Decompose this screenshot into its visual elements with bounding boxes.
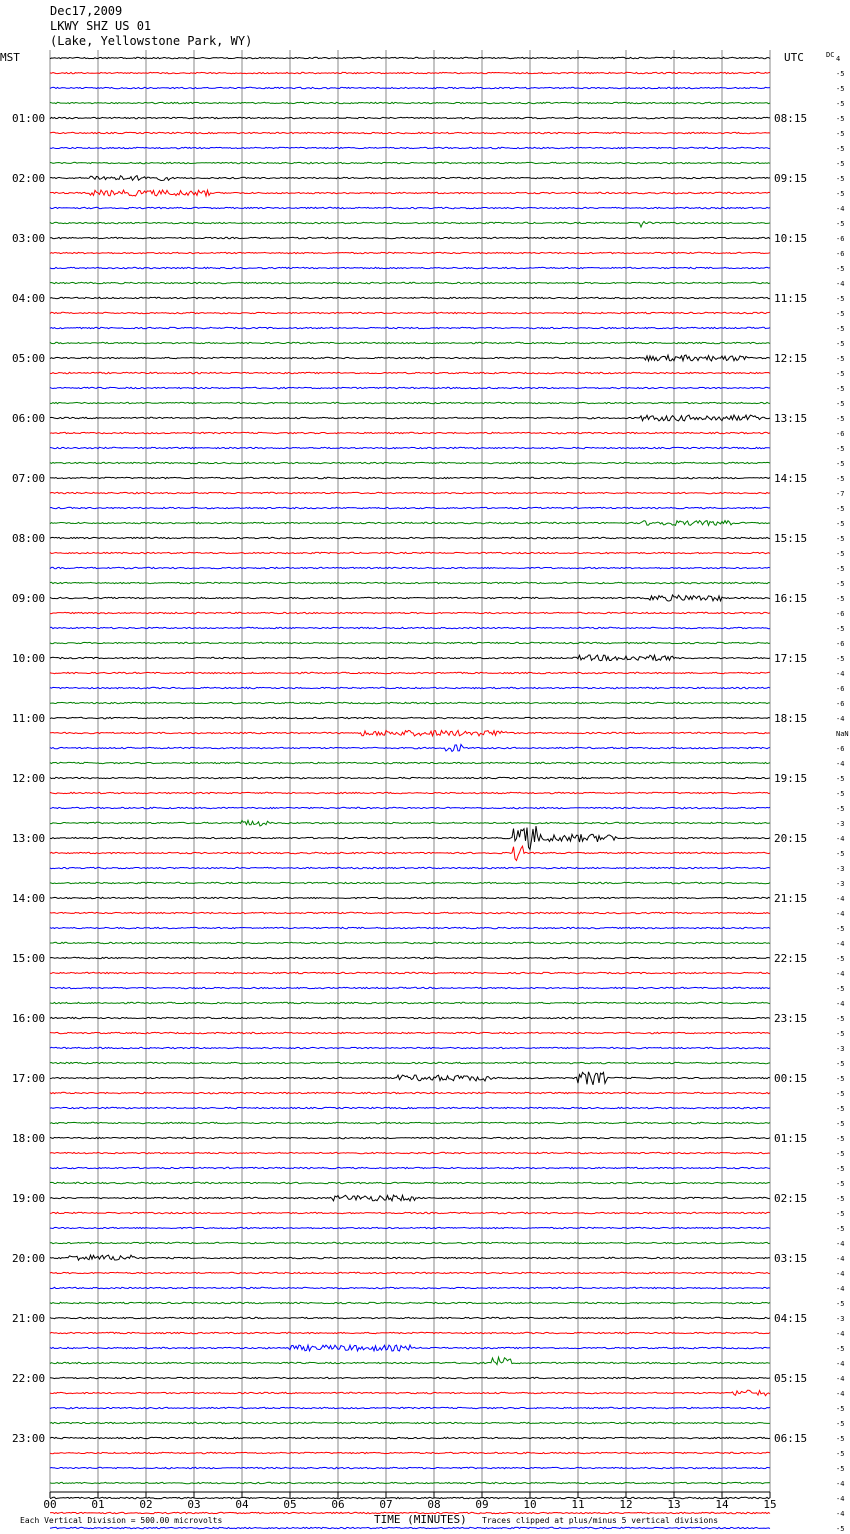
left-hour-label: 14:00 (12, 892, 46, 905)
trace-line (50, 846, 770, 860)
trace-line (50, 1195, 770, 1201)
left-hour-label: 21:00 (12, 1312, 46, 1325)
dc-offset-label: -5 (836, 1345, 845, 1353)
x-tick-label: 03 (187, 1498, 201, 1511)
left-hour-label: 11:00 (12, 712, 46, 725)
trace-line (50, 717, 770, 718)
right-hour-label: 06:15 (774, 1432, 808, 1445)
dc-offset-label: -5 (836, 1120, 845, 1128)
trace-line (50, 297, 770, 298)
x-axis-title: TIME (MINUTES) (374, 1513, 467, 1526)
dc-offset-label: -4 (836, 1285, 845, 1293)
trace-line (50, 1092, 770, 1093)
dc-offset-label: -5 (836, 595, 845, 603)
trace-line (50, 807, 770, 808)
left-hour-label: 19:00 (12, 1192, 46, 1205)
trace-line (50, 1317, 770, 1318)
x-tick-label: 02 (139, 1498, 153, 1511)
left-hour-label: 23:00 (12, 1432, 46, 1445)
x-tick-label: 10 (523, 1498, 537, 1511)
trace-line (50, 642, 770, 643)
dc-offset-label: -5 (836, 1090, 845, 1098)
x-tick-label: 14 (715, 1498, 729, 1511)
right-hour-label: 18:15 (774, 712, 808, 725)
trace-line (50, 190, 770, 196)
trace-line (50, 57, 770, 58)
dc-offset-label: -5 (836, 175, 845, 183)
dc-offset-label: -6 (836, 685, 845, 693)
x-tick-label: 05 (283, 1498, 297, 1511)
left-timezone-label: MST (0, 51, 20, 64)
trace-line (50, 1047, 770, 1048)
dc-offset-label: -5 (836, 1015, 845, 1023)
trace-line (50, 87, 770, 88)
trace-line (50, 117, 770, 118)
dc-offset-label: -5 (836, 190, 845, 198)
x-tick-label: 07 (379, 1498, 393, 1511)
dc-offset-label: -5 (836, 415, 845, 423)
trace-line (50, 1255, 770, 1260)
labels (12, 55, 849, 1534)
trace-line (50, 762, 770, 763)
trace-line (50, 927, 770, 928)
trace-line (50, 1527, 770, 1528)
trace-line (50, 402, 770, 403)
dc-offset-label: -5 (836, 1105, 845, 1113)
right-hour-label: 15:15 (774, 532, 808, 545)
dc-offset-label: -5 (836, 355, 845, 363)
trace-line (50, 957, 770, 958)
dc-label: DC (826, 51, 835, 59)
dc-offset-label: -5 (836, 475, 845, 483)
right-hour-label: 04:15 (774, 1312, 808, 1325)
dc-offset-label: -6 (836, 235, 845, 243)
trace-line (50, 820, 770, 826)
dc-offset-label: -5 (836, 985, 845, 993)
dc-offset-label: -5 (836, 1210, 845, 1218)
dc-offset-label: -5 (836, 655, 845, 663)
chart-date: Dec17,2009 (50, 4, 123, 18)
dc-offset-label: -5 (836, 400, 845, 408)
dc-offset-label: -4 (836, 1480, 845, 1488)
dc-offset-label: -6 (836, 700, 845, 708)
traces (50, 57, 770, 1534)
dc-offset-label: -5 (836, 1075, 845, 1083)
dc-offset-label: -5 (836, 70, 845, 78)
trace-line (50, 477, 770, 478)
dc-offset-label: -6 (836, 430, 845, 438)
trace-line (50, 72, 770, 73)
dc-offset-label: -4 (836, 1360, 845, 1368)
dc-offset-label: -5 (836, 295, 845, 303)
dc-offset-label: -4 (836, 1375, 845, 1383)
trace-line (50, 1452, 770, 1453)
trace-line (50, 267, 770, 268)
dc-offset-label: -6 (836, 745, 845, 753)
trace-line (50, 1407, 770, 1408)
trace-line (50, 507, 770, 508)
trace-line (50, 1212, 770, 1213)
right-hour-label: 22:15 (774, 952, 808, 965)
dc-offset-label: -5 (836, 325, 845, 333)
dc-offset-label: -5 (836, 1150, 845, 1158)
left-hour-label: 10:00 (12, 652, 46, 665)
dc-offset-label: -5 (836, 160, 845, 168)
dc-offset-label: -4 (836, 205, 845, 213)
left-hour-label: 03:00 (12, 232, 46, 245)
right-hour-label: 05:15 (774, 1372, 808, 1385)
dc-offset-label: 4 (836, 55, 841, 63)
x-tick-label: 09 (475, 1498, 489, 1511)
right-hour-label: 13:15 (774, 412, 808, 425)
trace-line (50, 882, 770, 883)
trace-line (50, 867, 770, 868)
trace-line (50, 1072, 770, 1085)
right-hour-label: 10:15 (774, 232, 808, 245)
trace-line (50, 1345, 770, 1351)
trace-line (50, 147, 770, 148)
trace-line (50, 282, 770, 283)
x-tick-label: 08 (427, 1498, 441, 1511)
scale-note: Each Vertical Division = 500.00 microvolts (20, 1516, 223, 1525)
left-hour-label: 17:00 (12, 1072, 46, 1085)
left-hour-label: 09:00 (12, 592, 46, 605)
trace-line (50, 312, 770, 313)
trace-line (50, 687, 770, 688)
dc-offset-label: -5 (836, 1135, 845, 1143)
trace-line (50, 1287, 770, 1288)
right-hour-label: 00:15 (774, 1072, 808, 1085)
trace-line (50, 1182, 770, 1183)
x-tick-label: 04 (235, 1498, 249, 1511)
dc-offset-label: -5 (836, 505, 845, 513)
trace-line (50, 897, 770, 898)
dc-offset-label: -5 (836, 130, 845, 138)
trace-line (50, 1152, 770, 1153)
dc-offset-label: -4 (836, 970, 845, 978)
dc-offset-label: -4 (836, 940, 845, 948)
x-tick-label: 12 (619, 1498, 633, 1511)
dc-offset-label: -5 (836, 850, 845, 858)
dc-offset-label: -7 (836, 490, 845, 498)
trace-line (50, 1272, 770, 1273)
clip-note: Traces clipped at plus/minus 5 vertical divisions (482, 1516, 719, 1525)
right-hour-label: 09:15 (774, 172, 808, 185)
dc-offset-label: -4 (836, 1255, 845, 1263)
trace-line (50, 1062, 770, 1063)
dc-offset-label: -4 (836, 1390, 845, 1398)
dc-offset-label: -5 (836, 370, 845, 378)
right-hour-label: 14:15 (774, 472, 808, 485)
dc-offset-label: -5 (836, 580, 845, 588)
dc-offset-label: -6 (836, 250, 845, 258)
dc-offset-label: -5 (836, 805, 845, 813)
trace-line (50, 415, 770, 421)
dc-offset-label: -5 (836, 925, 845, 933)
dc-offset-label: -5 (836, 1420, 845, 1428)
dc-offset-label: -5 (836, 220, 845, 228)
dc-offset-label: -5 (836, 1465, 845, 1473)
trace-line (50, 792, 770, 793)
trace-line (50, 826, 770, 849)
station-id: LKWY SHZ US 01 (50, 19, 152, 33)
right-hour-label: 03:15 (774, 1252, 808, 1265)
right-hour-label: 01:15 (774, 1132, 808, 1145)
dc-offset-label: -4 (836, 280, 845, 288)
right-hour-label: 02:15 (774, 1192, 808, 1205)
dc-offset-label: -5 (836, 385, 845, 393)
dc-offset-label: -4 (836, 1000, 845, 1008)
dc-offset-label: NaN (836, 730, 849, 738)
dc-offset-label: -5 (836, 565, 845, 573)
dc-offset-label: -6 (836, 610, 845, 618)
dc-offset-label: -5 (836, 1165, 845, 1173)
trace-line (50, 1422, 770, 1423)
trace-line (50, 355, 770, 361)
trace-line (50, 237, 770, 238)
trace-line (50, 162, 770, 163)
left-hour-label: 08:00 (12, 532, 46, 545)
trace-line (50, 447, 770, 448)
left-hour-label: 02:00 (12, 172, 46, 185)
trace-line (50, 1032, 770, 1033)
trace-line (50, 327, 770, 328)
trace-line (50, 492, 770, 493)
trace-line (50, 655, 770, 661)
dc-offset-label: -3 (836, 880, 845, 888)
dc-offset-label: -5 (836, 550, 845, 558)
dc-offset-label: -5 (836, 265, 845, 273)
dc-offset-label: -5 (836, 535, 845, 543)
trace-line (50, 702, 770, 703)
dc-offset-label: -5 (836, 100, 845, 108)
trace-line (50, 342, 770, 343)
dc-offset-label: -4 (836, 1270, 845, 1278)
trace-line (50, 1332, 770, 1333)
dc-offset-label: -6 (836, 640, 845, 648)
trace-line (50, 1357, 770, 1364)
dc-offset-label: -4 (836, 1330, 845, 1338)
trace-line (50, 221, 770, 227)
dc-offset-label: -5 (836, 1195, 845, 1203)
station-location: (Lake, Yellowstone Park, WY) (50, 34, 253, 48)
dc-offset-label: -5 (836, 1180, 845, 1188)
dc-offset-label: -5 (836, 1030, 845, 1038)
dc-offset-label: -4 (836, 1495, 845, 1503)
dc-offset-label: -5 (836, 955, 845, 963)
trace-line (50, 627, 770, 628)
trace-line (50, 612, 770, 613)
left-hour-label: 16:00 (12, 1012, 46, 1025)
right-hour-label: 08:15 (774, 112, 808, 125)
x-tick-label: 15 (763, 1498, 777, 1511)
trace-line (50, 1437, 770, 1438)
trace-line (50, 987, 770, 988)
left-hour-label: 05:00 (12, 352, 46, 365)
trace-line (50, 942, 770, 943)
right-hour-label: 23:15 (774, 1012, 808, 1025)
dc-offset-label: -4 (836, 835, 845, 843)
trace-line (50, 252, 770, 253)
trace-line (50, 1302, 770, 1303)
trace-line (50, 912, 770, 913)
trace-line (50, 176, 770, 181)
dc-offset-label: -5 (836, 775, 845, 783)
trace-line (50, 1107, 770, 1108)
trace-line (50, 521, 770, 526)
dc-offset-label: -4 (836, 670, 845, 678)
x-tick-label: 13 (667, 1498, 681, 1511)
right-timezone-label: UTC (784, 51, 804, 64)
left-hour-label: 22:00 (12, 1372, 46, 1385)
trace-line (50, 582, 770, 583)
right-hour-label: 20:15 (774, 832, 808, 845)
trace-line (50, 1390, 770, 1395)
trace-line (50, 672, 770, 673)
dc-offset-label: -5 (836, 115, 845, 123)
right-hour-label: 17:15 (774, 652, 808, 665)
trace-line (50, 595, 770, 601)
trace-line (50, 372, 770, 373)
right-hour-label: 21:15 (774, 892, 808, 905)
dc-offset-label: -5 (836, 145, 845, 153)
trace-line (50, 777, 770, 778)
dc-offset-label: -5 (836, 1060, 845, 1068)
x-tick-label: 01 (91, 1498, 105, 1511)
dc-offset-label: -5 (836, 625, 845, 633)
dc-offset-label: -4 (836, 1240, 845, 1248)
dc-offset-label: -3 (836, 1045, 845, 1053)
dc-offset-label: -5 (836, 445, 845, 453)
dc-offset-label: -5 (836, 85, 845, 93)
dc-offset-label: -5 (836, 460, 845, 468)
left-hour-label: 04:00 (12, 292, 46, 305)
left-hour-label: 06:00 (12, 412, 46, 425)
trace-line (50, 1137, 770, 1138)
dc-offset-label: -5 (836, 1300, 845, 1308)
trace-line (50, 462, 770, 463)
dc-offset-label: -3 (836, 1315, 845, 1323)
trace-line (50, 1497, 770, 1498)
dc-offset-label: -4 (836, 1510, 845, 1518)
dc-offset-label: -5 (836, 1450, 845, 1458)
trace-line (50, 102, 770, 103)
trace-line (50, 1377, 770, 1378)
dc-offset-label: -4 (836, 715, 845, 723)
left-hour-label: 01:00 (12, 112, 46, 125)
dc-offset-label: -5 (836, 340, 845, 348)
dc-offset-label: -3 (836, 820, 845, 828)
x-tick-label: 06 (331, 1498, 345, 1511)
dc-offset-label: -5 (836, 790, 845, 798)
left-hour-label: 15:00 (12, 952, 46, 965)
right-hour-label: 12:15 (774, 352, 808, 365)
left-hour-label: 20:00 (12, 1252, 46, 1265)
trace-line (50, 730, 770, 736)
left-hour-label: 18:00 (12, 1132, 46, 1145)
trace-line (50, 432, 770, 433)
trace-line (50, 1467, 770, 1468)
dc-offset-label: -5 (836, 1405, 845, 1413)
dc-offset-label: -5 (836, 520, 845, 528)
trace-line (50, 207, 770, 208)
x-tick-label: 11 (571, 1498, 585, 1511)
left-hour-label: 12:00 (12, 772, 46, 785)
trace-line (50, 132, 770, 133)
trace-line (50, 1122, 770, 1123)
dc-offset-label: -4 (836, 910, 845, 918)
dc-offset-label: -5 (836, 1435, 845, 1443)
left-hour-label: 07:00 (12, 472, 46, 485)
trace-line (50, 387, 770, 388)
trace-line (50, 552, 770, 553)
trace-line (50, 1017, 770, 1018)
trace-line (50, 537, 770, 538)
trace-line (50, 744, 770, 751)
trace-line (50, 1482, 770, 1483)
dc-offset-label: -4 (836, 895, 845, 903)
trace-line (50, 567, 770, 568)
right-hour-label: 16:15 (774, 592, 808, 605)
trace-line (50, 1002, 770, 1003)
trace-line (50, 972, 770, 973)
trace-line (50, 1242, 770, 1243)
trace-line (50, 1227, 770, 1228)
dc-offset-label: -4 (836, 760, 845, 768)
dc-offset-label: -5 (836, 1525, 845, 1533)
x-tick-label: 00 (43, 1498, 57, 1511)
left-hour-label: 13:00 (12, 832, 46, 845)
dc-offset-label: -3 (836, 865, 845, 873)
right-hour-label: 11:15 (774, 292, 808, 305)
right-hour-label: 19:15 (774, 772, 808, 785)
trace-line (50, 1167, 770, 1168)
dc-offset-label: -5 (836, 310, 845, 318)
dc-offset-label: -5 (836, 1225, 845, 1233)
